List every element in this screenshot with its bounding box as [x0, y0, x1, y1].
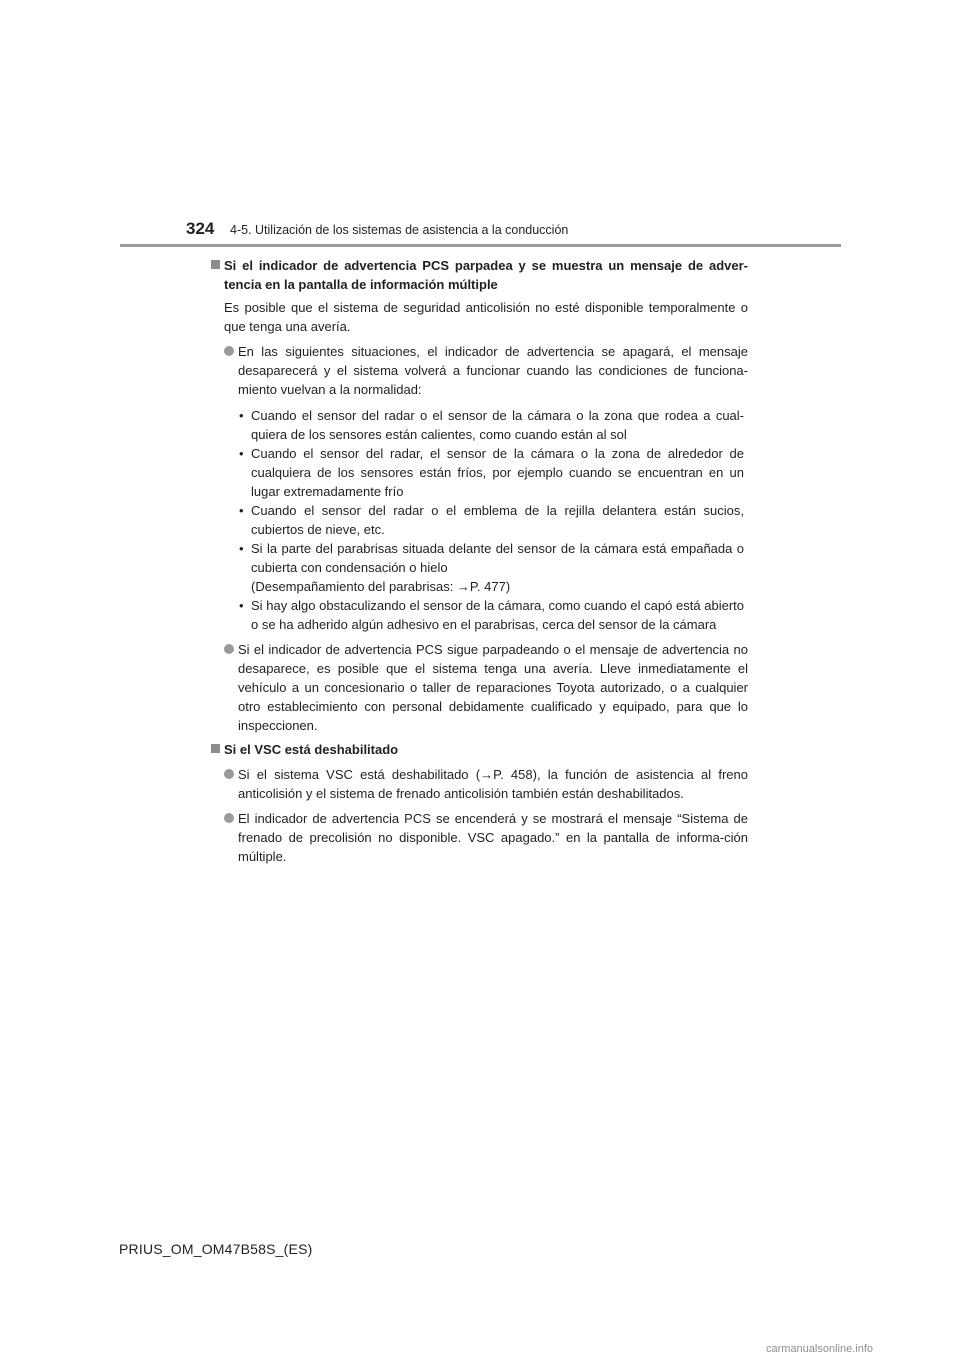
section-heading-text: Si el indicador de advertencia PCS parpadea y se muestra un mensaje de adver-tencia en la pantalla de información múltiple [224, 258, 748, 292]
sub-list-item [210, 444, 748, 501]
section-heading [210, 256, 748, 294]
list-item-text: Si el indicador de advertencia PCS sigue parpadeando o el mensaje de advertencia no desaparece, es posible que el sistema tenga una avería. Lleve inmediatamente el vehículo a un concesionario o taller de reparaciones Toyota autorizado, o a cualquier otro establecimiento con personal debidamente cualificado y equipado, para que lo inspeccionen. [238, 642, 748, 733]
sub-list-item-text: Si hay algo obstaculizando el sensor de la cámara, como cuando el capó está abierto o se ha adherido algún adhesivo en el parabrisas, cerca del sensor de la cámara [251, 598, 744, 632]
section-heading-text: Si el VSC está deshabilitado [224, 742, 399, 757]
list-item-text: En las siguientes situaciones, el indicador de advertencia se apagará, el mensaje desaparecerá y el sistema volverá a funcionar cuando las condiciones de funciona-miento vuelvan a la normalidad: [238, 344, 748, 397]
dot-bullet-icon: • [239, 503, 244, 518]
dot-bullet-icon: • [239, 598, 244, 613]
section-title: 4-5. Utilización de los sistemas de asistencia a la conducción [230, 223, 569, 237]
sub-list-item [210, 406, 748, 444]
square-bullet-icon [211, 260, 220, 269]
circle-bullet-icon [224, 644, 234, 654]
section-intro: Es posible que el sistema de seguridad anticolisión no esté disponible temporalmente o que tenga una avería. [224, 300, 748, 334]
circle-bullet-icon [224, 346, 234, 356]
cross-reference: (Desempañamiento del parabrisas: →P. 477) [251, 579, 511, 594]
list-item [210, 640, 748, 735]
sub-list-item [210, 596, 748, 634]
header-rule [120, 244, 841, 247]
sub-list-item-text: Cuando el sensor del radar o el sensor de la cámara o la zona que rodea a cual-quiera de los sensores están calientes, como cuando están al sol [251, 408, 744, 442]
dot-bullet-icon: • [239, 446, 244, 461]
sub-list-item-continuation [210, 577, 748, 596]
page-content [210, 256, 748, 866]
list-item [210, 342, 748, 399]
sub-list-item [210, 539, 748, 577]
list-item-text: Si el sistema VSC está deshabilitado (→P. 458), la función de asistencia al freno anticolisión y el sistema de frenado anticolisión también están deshabilitados. [238, 767, 748, 801]
sub-list-item-text: Cuando el sensor del radar o el emblema de la rejilla delantera están sucios, cubiertos de nieve, etc. [251, 503, 744, 537]
watermark: carmanualsonline.info [766, 1343, 874, 1355]
section-heading [210, 740, 748, 759]
circle-bullet-icon [224, 769, 234, 779]
page-number: 324 [186, 219, 215, 238]
square-bullet-icon [211, 744, 220, 753]
document-code: PRIUS_OM_OM47B58S_(ES) [119, 1241, 313, 1257]
sub-list-item-text: Cuando el sensor del radar, el sensor de la cámara o la zona de alrededor de cualquiera de los sensores están fríos, por ejemplo cuando se encuentran en un lugar extremadamente frío [251, 446, 744, 499]
sub-list-item-text: Si la parte del parabrisas situada delante del sensor de la cámara está empañada o cubierta con condensación o hielo [251, 541, 744, 575]
list-item [210, 765, 748, 803]
sub-list [210, 406, 748, 634]
list-item [210, 809, 748, 866]
list-item-text: El indicador de advertencia PCS se encenderá y se mostrará el mensaje “Sistema de frenado de precolisión no disponible. VSC apagado.” en la pantalla de informa-ción múltiple. [238, 811, 748, 864]
dot-bullet-icon: • [239, 408, 244, 423]
sub-list-item [210, 501, 748, 539]
circle-bullet-icon [224, 813, 234, 823]
dot-bullet-icon: • [239, 541, 244, 556]
